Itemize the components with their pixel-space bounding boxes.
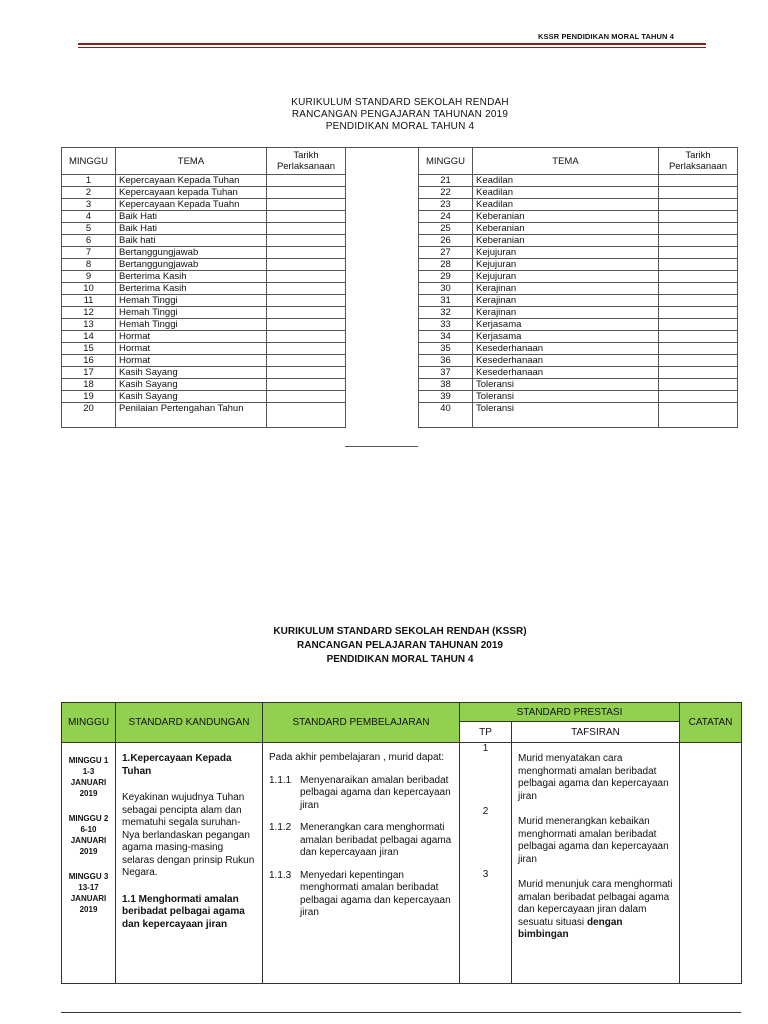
week-number: 23: [419, 199, 473, 211]
week-dates: 6-10: [80, 825, 97, 834]
schedule-row: [419, 259, 738, 271]
schedule-row: [62, 259, 346, 271]
tp-level: 1: [482, 743, 489, 754]
week-number: 26: [419, 235, 473, 247]
title-line: RANCANGAN PENGAJARAN TAHUNAN 2019: [291, 109, 509, 120]
week-number: 39: [419, 391, 473, 403]
schedule-divider: [345, 147, 418, 447]
tarikh-cell: [659, 187, 738, 199]
week-label: MINGGU 1: [68, 756, 109, 765]
title-line: KURIKULUM STANDARD SEKOLAH RENDAH: [291, 97, 509, 108]
week-dates: 1-3: [82, 767, 95, 776]
tema-cell: Keberanian: [473, 223, 659, 235]
tarikh-cell: [267, 211, 346, 223]
col-header-tema: TEMA: [116, 148, 267, 175]
header-rule-thick: [78, 43, 706, 45]
pembelajaran-cell: [263, 743, 460, 984]
week-number: 3: [62, 199, 116, 211]
week-number: 30: [419, 283, 473, 295]
item-code: 1.1.1: [269, 774, 292, 786]
kandungan-heading: 1.Kepercayaan Kepada Tuhan: [122, 753, 232, 777]
week-number: 8: [62, 259, 116, 271]
col-header-minggu: MINGGU: [62, 703, 116, 743]
tafsiran-item: [518, 753, 673, 816]
tp-level: 3: [482, 869, 489, 880]
tarikh-cell: [659, 367, 738, 379]
rpt-weeks-cell: [62, 743, 116, 984]
tema-cell: Kesederhanaan: [473, 343, 659, 355]
schedule-row: [419, 367, 738, 379]
tema-cell: Kasih Sayang: [116, 367, 267, 379]
title-line: RANCANGAN PELAJARAN TAHUNAN 2019: [297, 640, 503, 651]
tema-cell: Toleransi: [473, 391, 659, 403]
tarikh-cell: [659, 271, 738, 283]
col-header-minggu: MINGGU: [62, 148, 116, 175]
pembelajaran-item: [269, 775, 453, 813]
week-number: 24: [419, 211, 473, 223]
tema-cell: Kasih Sayang: [116, 391, 267, 403]
col-header-kandungan: STANDARD KANDUNGAN: [116, 703, 263, 743]
tema-cell: Kesederhanaan: [473, 355, 659, 367]
tarikh-cell: [659, 211, 738, 223]
tema-cell: Keadilan: [473, 175, 659, 187]
tarikh-cell: [267, 379, 346, 391]
footer-rule: [61, 1012, 741, 1013]
tarikh-cell: [659, 259, 738, 271]
pembelajaran-intro: Pada akhir pembelajaran , murid dapat:: [269, 752, 445, 763]
schedule-row: [62, 235, 346, 247]
tema-cell: Keadilan: [473, 199, 659, 211]
week-number: 38: [419, 379, 473, 391]
week-number: 10: [62, 283, 116, 295]
schedule-row: [62, 199, 346, 211]
week-number: 1: [62, 175, 116, 187]
tema-cell: Baik hati: [116, 235, 267, 247]
tema-cell: Kerjasama: [473, 331, 659, 343]
schedule-row: [419, 187, 738, 199]
schedule-row: [62, 295, 346, 307]
title-line: PENDIDIKAN MORAL TAHUN 4: [325, 121, 475, 132]
week-number: 13: [62, 319, 116, 331]
schedule-row: [62, 175, 346, 187]
tarikh-cell: [267, 223, 346, 235]
col-header-catatan: CATATAN: [680, 703, 742, 743]
col-header-tema: TEMA: [473, 148, 659, 175]
tema-cell: Hormat: [116, 355, 267, 367]
tafsiran-cell: [512, 743, 680, 984]
week-month: JANUARI: [70, 778, 107, 787]
tema-cell: Kesederhanaan: [473, 367, 659, 379]
tarikh-cell: [267, 283, 346, 295]
tema-cell: Kasih Sayang: [116, 379, 267, 391]
tema-cell: Kejujuran: [473, 247, 659, 259]
schedule-row: [62, 283, 346, 295]
tema-cell: Hormat: [116, 331, 267, 343]
pembelajaran-item: [269, 822, 453, 860]
schedule-row: [62, 331, 346, 343]
col-header-pembelajaran: STANDARD PEMBELAJARAN: [263, 703, 460, 743]
tema-cell: Hemah Tinggi: [116, 307, 267, 319]
week-month: JANUARI: [70, 894, 107, 903]
tema-cell: Kepercayaan Kepada Tuahn: [116, 199, 267, 211]
catatan-cell: [680, 743, 742, 984]
schedule-row: [419, 223, 738, 235]
schedule-row: [62, 223, 346, 235]
schedule-row: [419, 175, 738, 187]
week-number: 5: [62, 223, 116, 235]
tema-cell: Kepercayaan Kepada Tuhan: [116, 175, 267, 187]
item-text: Menyenaraikan amalan beribadat pelbagai agama dan kepercayaan jiran: [300, 774, 451, 811]
tema-cell: Berterima Kasih: [116, 283, 267, 295]
week-number: 4: [62, 211, 116, 223]
kandungan-subheading: 1.1 Menghormati amalan beribadat pelbagai agama dan kepercayaan jiran: [122, 893, 245, 930]
item-code: 1.1.2: [269, 822, 292, 833]
kandungan-cell: [116, 743, 263, 984]
schedule-row: [62, 307, 346, 319]
tarikh-cell: [267, 175, 346, 187]
week-number: 32: [419, 307, 473, 319]
tema-cell: Bertanggungjawab: [116, 247, 267, 259]
schedule-row: [419, 211, 738, 223]
schedule-row: [62, 343, 346, 355]
tema-cell: Berterima Kasih: [116, 271, 267, 283]
week-number: 14: [62, 331, 116, 343]
week-number: 29: [419, 271, 473, 283]
week-number: 31: [419, 295, 473, 307]
week-block: [62, 871, 115, 915]
schedule-row: [419, 199, 738, 211]
tema-cell: Kejujuran: [473, 271, 659, 283]
schedule-row: [62, 403, 346, 428]
tema-cell: Hormat: [116, 343, 267, 355]
week-label: MINGGU 2: [68, 814, 109, 823]
tema-cell: Bertanggungjawab: [116, 259, 267, 271]
week-month: JANUARI: [70, 836, 107, 845]
tema-cell: Kerjasama: [473, 319, 659, 331]
tarikh-cell: [267, 331, 346, 343]
tema-cell: Hemah Tinggi: [116, 295, 267, 307]
tarikh-cell: [659, 319, 738, 331]
schedule-row: [419, 307, 738, 319]
col-header-tp: TP: [460, 722, 512, 743]
schedule-row: [419, 379, 738, 391]
schedule-row: [62, 319, 346, 331]
week-dates: 13-17: [78, 883, 99, 892]
week-number: 40: [419, 403, 473, 428]
week-number: 6: [62, 235, 116, 247]
col-header-minggu: MINGGU: [419, 148, 473, 175]
tarikh-cell: [659, 379, 738, 391]
tarikh-cell: [267, 271, 346, 283]
week-number: 22: [419, 187, 473, 199]
week-number: 11: [62, 295, 116, 307]
tarikh-cell: [659, 223, 738, 235]
header-rule-thin: [78, 47, 706, 48]
tema-cell: Kepercayaan kepada Tuhan: [116, 187, 267, 199]
week-block: [62, 755, 115, 799]
tp-cell: [460, 743, 512, 984]
pembelajaran-item: [269, 870, 453, 920]
tarikh-cell: [659, 403, 738, 428]
tarikh-cell: [267, 319, 346, 331]
tarikh-cell: [659, 331, 738, 343]
schedule-row: [419, 331, 738, 343]
schedule-table-right: [418, 147, 738, 428]
schedule-row: [419, 403, 738, 428]
tarikh-cell: [659, 343, 738, 355]
tarikh-cell: [659, 247, 738, 259]
item-text: Menyedari kepentingan menghormati amalan beribadat pelbagai agama dan kepercayaan jiran: [300, 869, 451, 918]
tema-cell: Keberanian: [473, 235, 659, 247]
tarikh-cell: [267, 187, 346, 199]
schedule-row: [419, 295, 738, 307]
tafsiran-item: [518, 879, 673, 942]
week-number: 17: [62, 367, 116, 379]
rpt-title: [0, 625, 768, 667]
schedule-row: [62, 391, 346, 403]
tarikh-cell: [267, 199, 346, 211]
tarikh-cell: [659, 295, 738, 307]
week-year: 2019: [79, 789, 98, 798]
week-label: MINGGU 3: [68, 872, 109, 881]
rpt-table: [61, 702, 742, 984]
tema-cell: Kejujuran: [473, 259, 659, 271]
week-number: 12: [62, 307, 116, 319]
week-number: 36: [419, 355, 473, 367]
week-block: [62, 813, 115, 857]
tema-cell: Penilaian Pertengahan Tahun: [116, 403, 267, 428]
tarikh-cell: [267, 295, 346, 307]
tarikh-cell: [659, 175, 738, 187]
tema-cell: Hemah Tinggi: [116, 319, 267, 331]
tarikh-cell: [659, 355, 738, 367]
tarikh-cell: [267, 307, 346, 319]
tafsiran-emphasis: dengan bimbingan: [518, 916, 623, 940]
tarikh-cell: [267, 247, 346, 259]
week-number: 25: [419, 223, 473, 235]
tema-cell: Baik Hati: [116, 211, 267, 223]
tema-cell: Keadilan: [473, 187, 659, 199]
tafsiran-text: Murid menerangkan kebaikan menghormati amalan beribadat pelbagai agama dan kepercayaan jiran: [518, 816, 669, 865]
tema-cell: Toleransi: [473, 379, 659, 391]
week-number: 34: [419, 331, 473, 343]
col-header-tarikh: Tarikh Perlaksanaan: [267, 148, 346, 175]
schedule-row: [419, 343, 738, 355]
tarikh-cell: [267, 343, 346, 355]
tarikh-cell: [267, 367, 346, 379]
schedule-row: [62, 367, 346, 379]
week-number: 35: [419, 343, 473, 355]
tarikh-cell: [267, 391, 346, 403]
tarikh-cell: [267, 235, 346, 247]
title-line: PENDIDIKAN MORAL TAHUN 4: [326, 654, 474, 665]
week-number: 16: [62, 355, 116, 367]
week-number: 33: [419, 319, 473, 331]
week-number: 19: [62, 391, 116, 403]
tema-cell: Toleransi: [473, 403, 659, 428]
schedule-row: [419, 319, 738, 331]
week-number: 2: [62, 187, 116, 199]
tp-level: 2: [482, 806, 489, 817]
schedule-row: [419, 235, 738, 247]
tarikh-cell: [659, 391, 738, 403]
item-code: 1.1.3: [269, 869, 292, 881]
col-header-prestasi: STANDARD PRESTASI: [460, 703, 680, 722]
tafsiran-text: Murid menunjuk cara menghormati amalan beribadat pelbagai agama dan kepercayaan jiran dalam sesuatu situasi: [518, 879, 673, 928]
week-number: 15: [62, 343, 116, 355]
week-number: 20: [62, 403, 116, 428]
week-number: 18: [62, 379, 116, 391]
col-header-tarikh: Tarikh Perlaksanaan: [659, 148, 738, 175]
schedule-row: [62, 247, 346, 259]
tema-cell: Baik Hati: [116, 223, 267, 235]
schedule-row: [62, 271, 346, 283]
schedule-row: [419, 355, 738, 367]
week-number: 37: [419, 367, 473, 379]
week-number: 28: [419, 259, 473, 271]
col-header-tafsiran: TAFSIRAN: [512, 722, 680, 743]
schedule-row: [419, 247, 738, 259]
kandungan-body: Keyakinan wujudnya Tuhan sebagai pencipta alam dan mematuhi segala suruhan-Nya berlandaskan pegangan agama masing-masing selaras dengan prinsip Rukun Negara.: [122, 792, 255, 878]
tema-cell: Kerajinan: [473, 283, 659, 295]
tarikh-cell: [659, 199, 738, 211]
week-number: 7: [62, 247, 116, 259]
week-year: 2019: [79, 847, 98, 856]
header-title: KSSR PENDIDIKAN MORAL TAHUN 4: [538, 32, 674, 41]
week-number: 9: [62, 271, 116, 283]
tema-cell: Kerajinan: [473, 307, 659, 319]
week-number: 27: [419, 247, 473, 259]
tema-cell: Keberanian: [473, 211, 659, 223]
week-number: 21: [419, 175, 473, 187]
schedule-row: [419, 391, 738, 403]
schedule-row: [62, 355, 346, 367]
schedule-row: [62, 379, 346, 391]
schedule-table-left: [61, 147, 346, 428]
title-line: KURIKULUM STANDARD SEKOLAH RENDAH (KSSR): [273, 626, 527, 637]
schedule-row: [62, 211, 346, 223]
page-title: [0, 97, 768, 133]
tarikh-cell: [659, 283, 738, 295]
week-year: 2019: [79, 905, 98, 914]
tarikh-cell: [267, 403, 346, 428]
tema-cell: Kerajinan: [473, 295, 659, 307]
tarikh-cell: [659, 235, 738, 247]
schedule-row: [419, 283, 738, 295]
tafsiran-text: Murid menyatakan cara menghormati amalan beribadat pelbagai agama dan kepercayaan jiran: [518, 753, 669, 802]
item-text: Menerangkan cara menghormati amalan beribadat pelbagai agama dan kepercayaan jiran: [300, 822, 452, 858]
tarikh-cell: [659, 307, 738, 319]
tafsiran-item: [518, 816, 673, 879]
schedule-row: [419, 271, 738, 283]
tarikh-cell: [267, 355, 346, 367]
tarikh-cell: [267, 259, 346, 271]
schedule-row: [62, 187, 346, 199]
